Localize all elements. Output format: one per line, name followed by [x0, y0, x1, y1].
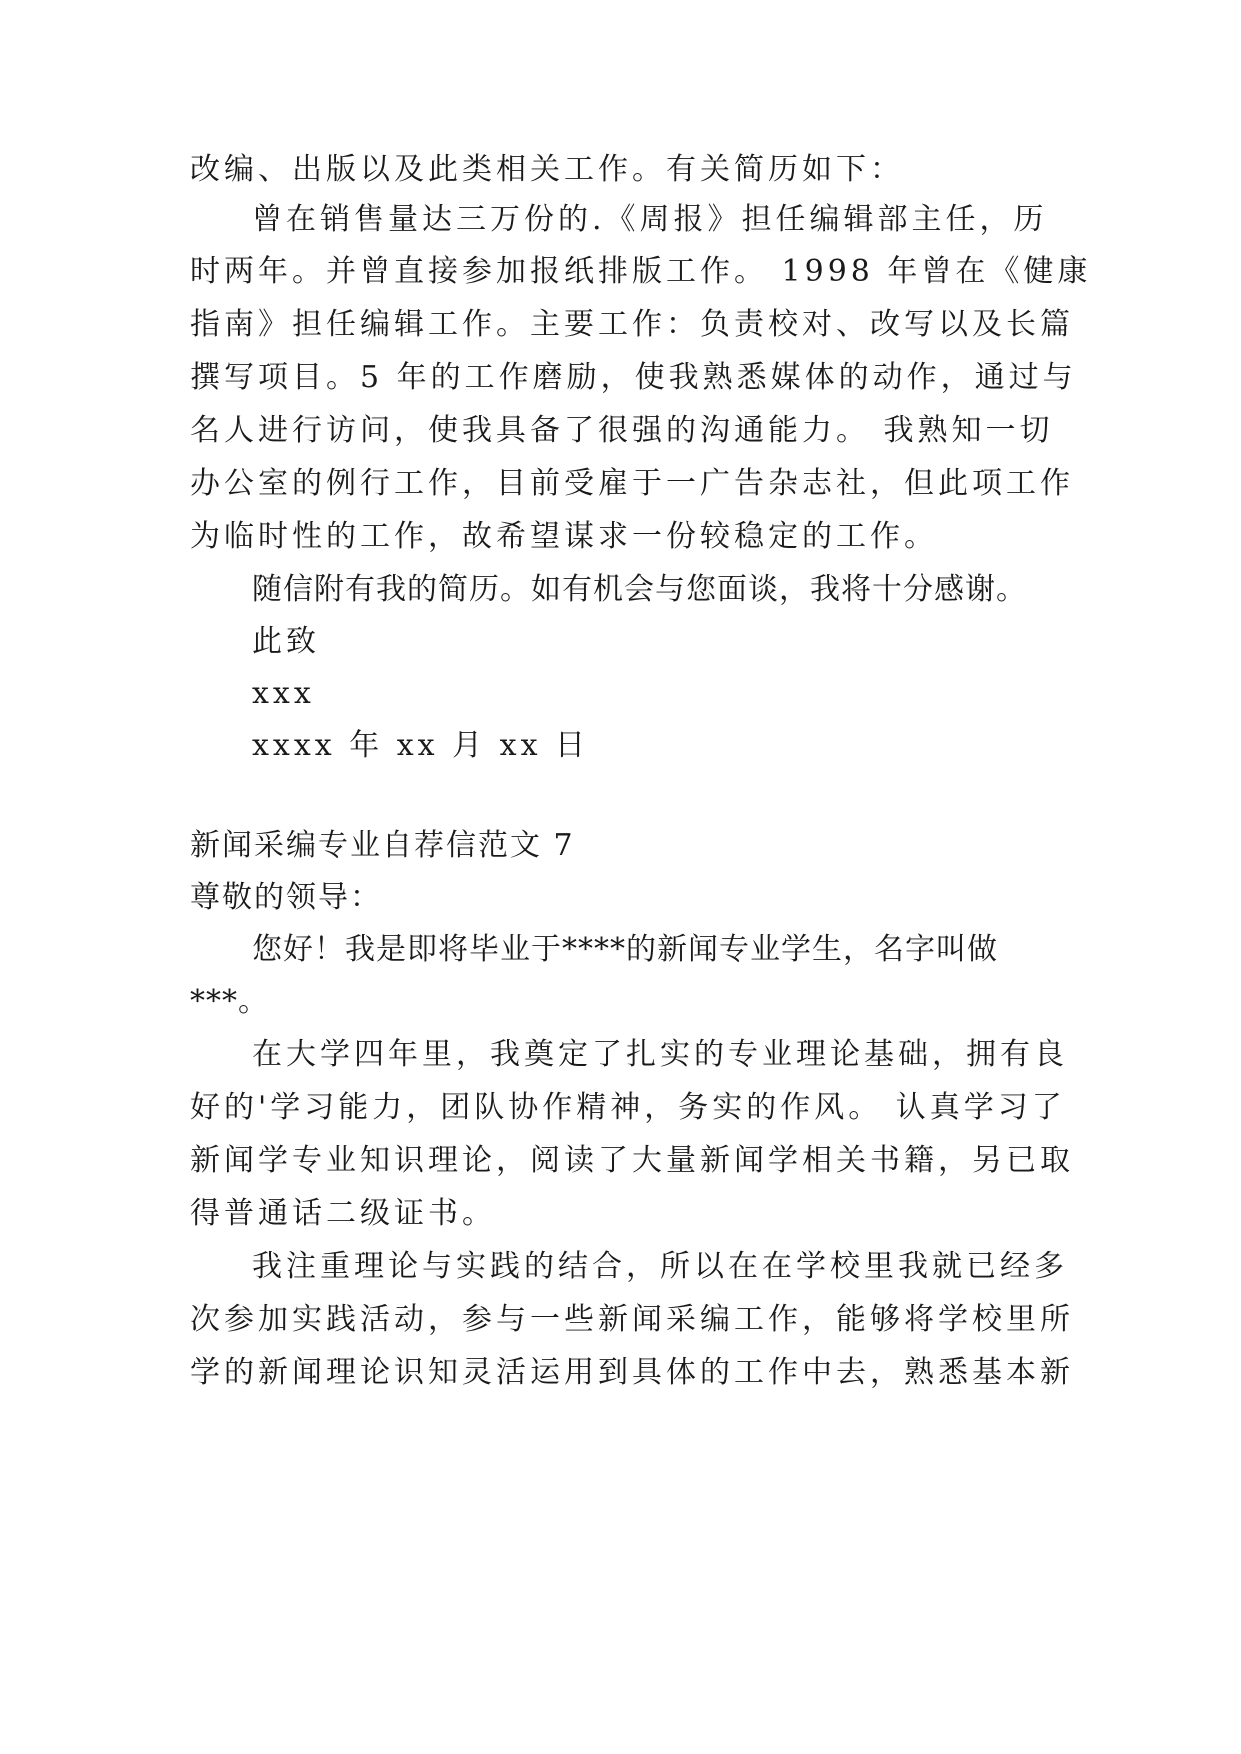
text-line: 在大学四年里，我奠定了扎实的专业理论基础，拥有良 [252, 1037, 1068, 1072]
text-line: 新闻学专业知识理论，阅读了大量新闻学相关书籍，另已取 [190, 1143, 1074, 1178]
text-line: 指南》担任编辑工作。主要工作：负责校对、改写以及长篇 [190, 307, 1074, 342]
text-line: 名人进行访问，使我具备了很强的沟通能力。 我熟知一切 [190, 413, 1054, 448]
text-line: 改编、出版以及此类相关工作。有关简历如下： [190, 152, 904, 187]
text-line: 好的'学习能力，团队协作精神，务实的作风。 认真学习了 [190, 1090, 1066, 1125]
letter-salutation: 尊敬的领导： [190, 880, 382, 915]
text-line: 我注重理论与实践的结合，所以在在学校里我就已经多 [252, 1249, 1068, 1284]
text-line: 您好！我是即将毕业于****的新闻专业学生，名字叫做 [252, 932, 998, 967]
letter-date: xxxx 年 xx 月 xx 日 [252, 728, 590, 763]
text-line: 为临时性的工作，故希望谋求一份较稳定的工作。 [190, 519, 938, 554]
text-line: 时两年。并曾直接参加报纸排版工作。 1998 年曾在《健康 [190, 254, 1092, 289]
text-line: ***。 [190, 984, 269, 1019]
text-line: 曾在销售量达三万份的.《周报》担任编辑部主任，历 [252, 202, 1048, 237]
text-line: 得普通话二级证书。 [190, 1196, 496, 1231]
section-heading: 新闻采编专业自荐信范文 7 [190, 828, 575, 863]
sender-name: xxx [252, 676, 315, 711]
text-line: 撰写项目。5 年的工作磨励，使我熟悉媒体的动作，通过与 [190, 360, 1077, 395]
text-line: 办公室的例行工作，目前受雇于一广告杂志社，但此项工作 [190, 466, 1074, 501]
text-line: 次参加实践活动，参与一些新闻采编工作，能够将学校里所 [190, 1302, 1074, 1337]
text-line: 随信附有我的简历。如有机会与您面谈，我将十分感谢。 [252, 572, 1027, 607]
text-line: 学的新闻理论识知灵活运用到具体的工作中去，熟悉基本新 [190, 1355, 1074, 1390]
salutation-closing: 此致 [252, 624, 320, 659]
